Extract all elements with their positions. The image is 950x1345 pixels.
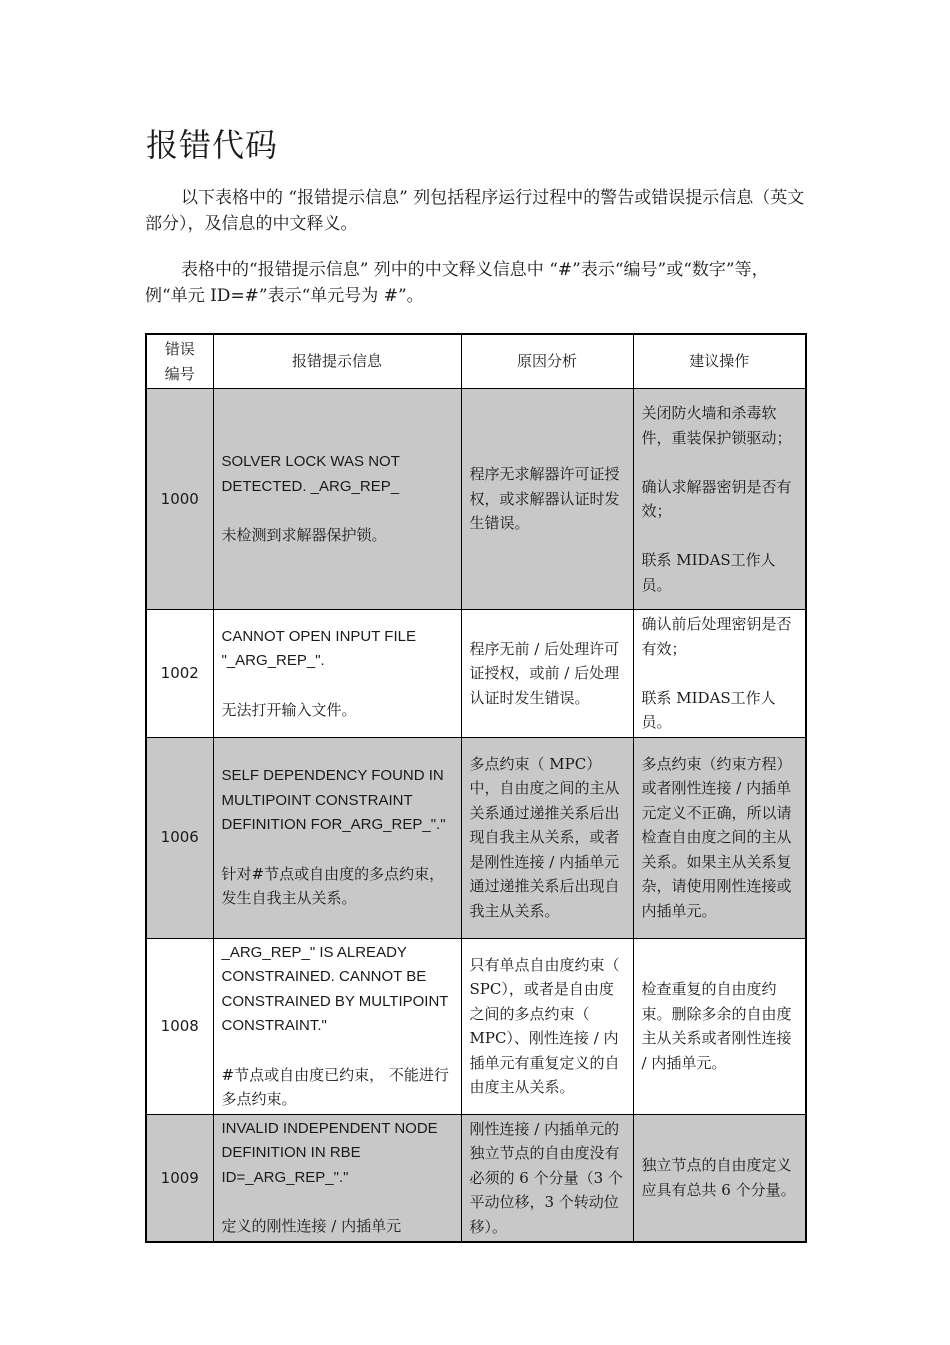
header-cause: 原因分析 [461,334,633,389]
error-code-table [145,333,807,1243]
table-header-row [146,334,806,389]
cause-cell [461,737,633,938]
action-text: 关闭防火墙和杀毒软件，重装保护锁驱动； 确认求解器密钥是否有效； 联系 MIDAS工作人员。 [641,404,792,594]
error-code-cell: 1006 [146,737,213,938]
intro-paragraph-1: 以下表格中的 “报错提示信息” 列包括程序运行过程中的警告或错误提示信息（英文部分），及信息的中文释义。 [145,188,805,234]
cause-cell [461,938,633,1114]
action-text: 独立节点的自由度定义应具有总共 6 个分量。 [641,1156,796,1199]
error-code-cell: 1000 [146,389,213,610]
message-en: SELF DEPENDENCY FOUND IN MULTIPOINT CONSTRAINT DEFINITION FOR_ARG_REP_"." [221,767,446,834]
cause-text: 程序无前 / 后处理许可证授权，或前 / 后处理认证时发生错误。 [469,639,620,707]
table-row [146,610,806,738]
header-action: 建议操作 [633,334,806,389]
message-en: _ARG_REP_" IS ALREADY CONSTRAINED. CANNOT BE CONSTRAINED BY MULTIPOINT CONSTRAINT." [221,943,449,1034]
cause-text: 程序无求解器许可证授权，或求解器认证时发生错误。 [469,465,620,533]
table-row [146,938,806,1114]
table-row [146,389,806,610]
message-zh: 未检测到求解器保护锁。 [221,526,387,545]
cause-text: 多点约束（ MPC）中，自由度之间的主从关系通过递推关系后出现自我主从关系，或者是刚性连接 / 内插单元通过递推关系后出现自我主从关系。 [469,754,620,920]
header-code-label: 错误 编号 [164,340,195,383]
error-code-cell: 1002 [146,610,213,738]
error-code-cell: 1009 [146,1114,213,1242]
message-cell [213,737,461,938]
header-code [146,334,213,389]
message-en: INVALID INDEPENDENT NODE DEFINITION IN RBE ID=_ARG_REP_"." [221,1119,438,1186]
intro-paragraph-2: 表格中的“报错提示信息” 列中的中文释义信息中 “#”表示“编号”或“数字”等，例“单元 ID=#”表示“单元号为 #”。 [145,260,769,306]
action-text: 多点约束（约束方程）或者刚性连接 / 内插单元定义不正确，所以请检查自由度之间的主从关系。如果主从关系复杂，请使用刚性连接或内插单元。 [641,754,792,920]
message-zh: #节点或自由度已约束， 不能进行多点约束。 [221,1065,449,1108]
message-en: SOLVER LOCK WAS NOT DETECTED. _ARG_REP_ [221,453,400,495]
message-cell [213,1114,461,1242]
page-title: 报错代码 [146,126,279,164]
header-message: 报错提示信息 [213,334,461,389]
message-cell [213,938,461,1114]
cause-cell [461,389,633,610]
cause-text: 刚性连接 / 内插单元的独立节点的自由度没有必须的 6 个分量（3 个平动位移，3 个转动位移）。 [469,1119,623,1236]
message-cell [213,610,461,738]
cause-cell [461,610,633,738]
action-cell [633,389,806,610]
action-text: 确认前后处理密钥是否有效； 联系 MIDAS工作人员。 [641,615,792,731]
action-cell [633,1114,806,1242]
action-cell [633,737,806,938]
message-zh: 定义的刚性连接 / 内插单元 [221,1217,402,1236]
cause-cell [461,1114,633,1242]
message-zh: 针对#节点或自由度的多点约束，发生自我主从关系。 [221,864,445,908]
cause-text: 只有单点自由度约束（ SPC），或者是自由度之间的多点约束（ MPC）、刚性连接 / 内插单元有重复定义的自由度主从关系。 [469,955,620,1096]
message-zh: 无法打开输入文件。 [221,700,357,719]
error-code-cell: 1008 [146,938,213,1114]
message-cell [213,389,461,610]
message-en: CANNOT OPEN INPUT FILE "_ARG_REP_". [221,627,416,669]
table-row [146,737,806,938]
action-cell [633,938,806,1114]
action-cell [633,610,806,738]
action-text: 检查重复的自由度约束。删除多余的自由度主从关系或者刚性连接 / 内插单元。 [641,980,792,1072]
table-row [146,1114,806,1242]
